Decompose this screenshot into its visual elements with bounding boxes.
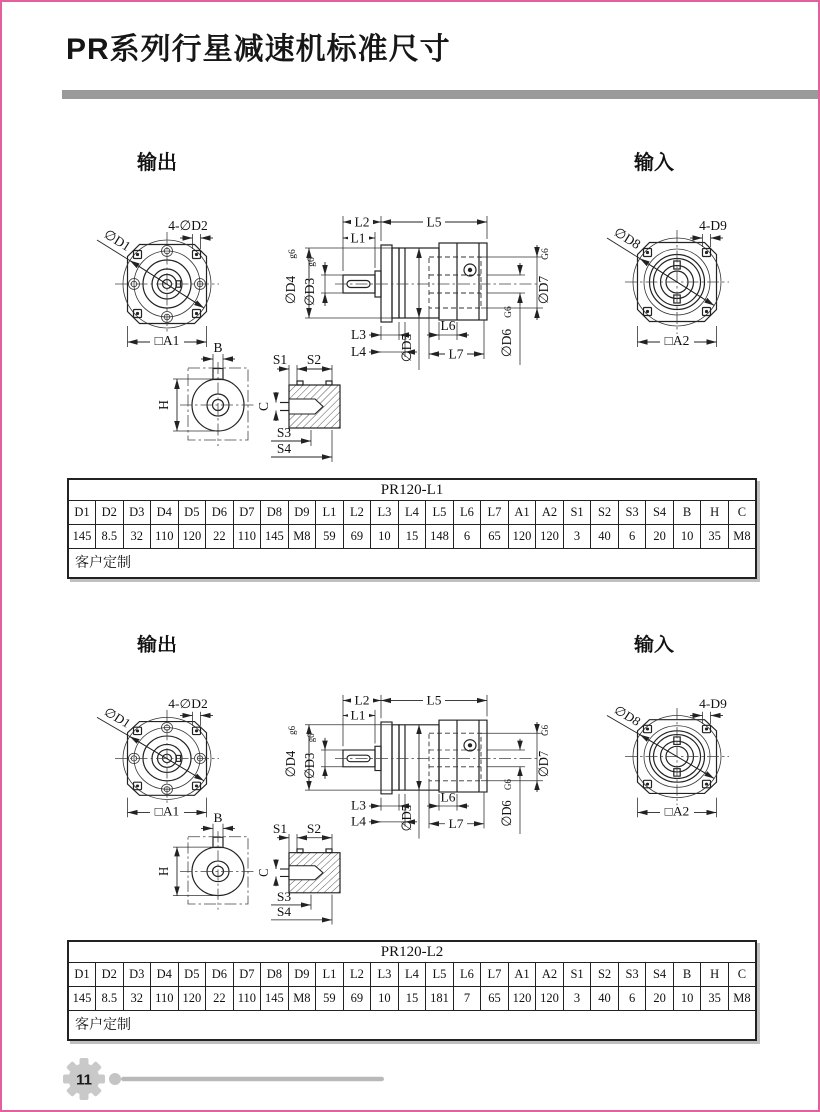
dim-label-d9: 4-D9 <box>699 218 727 233</box>
dim-label-d8: ∅D8 <box>611 702 644 729</box>
dim-label-l4: L4 <box>351 344 366 359</box>
table-cell: 69 <box>343 525 371 549</box>
dim-label-l5: L5 <box>426 693 442 708</box>
table-cell: 120 <box>536 525 564 549</box>
table-cell: S2 <box>591 963 619 987</box>
dim-label-d2: 4-∅D2 <box>168 218 208 233</box>
table-cell: L4 <box>398 501 426 525</box>
table-cell: S2 <box>591 501 619 525</box>
table-cell: A2 <box>536 501 564 525</box>
table-cell: L1 <box>316 963 344 987</box>
keyway-section-detail <box>256 821 340 924</box>
table-cell: 145 <box>68 525 96 549</box>
table-cell: D6 <box>206 963 234 987</box>
table-cell: B <box>673 963 701 987</box>
table-cell: 110 <box>233 525 261 549</box>
table-cell: M8 <box>288 525 316 549</box>
dim-label-h: H <box>156 400 171 410</box>
dim-label-l1: L1 <box>350 230 366 246</box>
table-cell: H <box>701 501 729 525</box>
dim-label-d4-fit: g6 <box>286 725 298 735</box>
table-cell: D6 <box>206 501 234 525</box>
table-cell: D2 <box>96 963 124 987</box>
dim-label-d3: ∅D3 <box>301 752 318 780</box>
table-cell: D7 <box>233 501 261 525</box>
dim-label-s1: S1 <box>272 352 288 367</box>
table-note: 客户定制 <box>68 549 756 579</box>
drawing-slot-2 <box>67 624 757 932</box>
dim-label-s2: S2 <box>306 352 322 367</box>
output-flange-view <box>97 696 219 818</box>
section-pr120-l2 <box>67 624 757 1041</box>
dim-label-d7: ∅D7 <box>535 750 552 778</box>
table-cell: 145 <box>261 525 289 549</box>
dim-label-d6-fit: G6 <box>504 306 514 318</box>
table-cell: D8 <box>261 501 289 525</box>
dim-label-a1: □A1 <box>154 803 180 819</box>
table-cell: S1 <box>563 963 591 987</box>
page-number: 11 <box>76 1071 92 1089</box>
dim-label-d4-fit: g6 <box>288 249 298 259</box>
output-flange-view <box>97 218 219 348</box>
dim-label-b: B <box>213 810 223 825</box>
dim-label-l3: L3 <box>351 327 366 342</box>
table-cell: 8.5 <box>96 987 124 1011</box>
shaft-section-detail <box>156 340 256 446</box>
dim-label-l1: L1 <box>350 708 366 723</box>
input-flange-view <box>607 218 729 348</box>
dim-label-s1: S1 <box>272 821 288 836</box>
table-cell: B <box>673 501 701 525</box>
table-cell: 40 <box>591 525 619 549</box>
table-cell: 10 <box>371 525 399 549</box>
dim-label-c: C <box>255 868 272 877</box>
table-cell: D5 <box>178 963 206 987</box>
table-title: PR120-L2 <box>68 941 756 963</box>
table-cell: D5 <box>178 501 206 525</box>
page-footer <box>58 1054 398 1109</box>
title-underline-bar <box>62 90 818 99</box>
table-cell: 148 <box>426 525 454 549</box>
dim-label-d5: ∅D5 <box>399 333 414 363</box>
table-cell: 59 <box>316 525 344 549</box>
dim-label-d4: ∅D4 <box>283 275 298 305</box>
table-cell: 120 <box>508 987 536 1011</box>
dim-label-d1: ∅D1 <box>101 704 134 731</box>
table-cell: 22 <box>206 987 234 1011</box>
dim-label-l5: L5 <box>426 214 442 230</box>
dim-label-d3-fit: g6 <box>305 733 317 743</box>
output-side-label: 输出 <box>137 634 177 656</box>
dim-label-l7: L7 <box>448 816 464 831</box>
page-number-marker <box>58 1054 398 1104</box>
section-pr120-l1 <box>67 140 757 579</box>
table-cell: C <box>728 963 756 987</box>
table-header-row <box>68 963 756 987</box>
dim-label-l6: L6 <box>440 789 456 805</box>
table-cell: 120 <box>536 987 564 1011</box>
table-cell: L2 <box>343 963 371 987</box>
table-cell: 69 <box>343 987 371 1011</box>
drawing-slot-1 <box>67 140 757 470</box>
shaft-section-detail <box>156 810 256 909</box>
table-cell: 110 <box>151 987 179 1011</box>
table-cell: A1 <box>508 963 536 987</box>
table-title: PR120-L1 <box>68 479 756 501</box>
dim-label-d8: ∅D8 <box>611 224 644 253</box>
table-cell: S3 <box>618 963 646 987</box>
table-cell: 181 <box>426 987 454 1011</box>
table-cell: 145 <box>261 987 289 1011</box>
table-cell: L1 <box>316 501 344 525</box>
table-cell: 40 <box>591 987 619 1011</box>
table-cell: 32 <box>123 525 151 549</box>
input-flange-view <box>607 696 729 818</box>
table-cell: 110 <box>233 987 261 1011</box>
table-cell: 6 <box>453 525 481 549</box>
table-cell: H <box>701 963 729 987</box>
table-cell: M8 <box>728 525 756 549</box>
table-cell: 22 <box>206 525 234 549</box>
table-cell: L4 <box>398 963 426 987</box>
table-cell: A2 <box>536 963 564 987</box>
output-side-label: 输出 <box>137 152 177 174</box>
table-cell: 6 <box>618 525 646 549</box>
keyway-section-detail <box>256 352 340 462</box>
dim-label-d4: ∅D4 <box>282 750 299 778</box>
table-cell: 65 <box>481 525 509 549</box>
dim-label-d7: ∅D7 <box>536 275 551 305</box>
table-cell: L5 <box>426 963 454 987</box>
table-cell: 120 <box>178 525 206 549</box>
dim-label-l2: L2 <box>354 214 370 230</box>
table-cell: S4 <box>646 963 674 987</box>
table-cell: D3 <box>123 963 151 987</box>
table-cell: S1 <box>563 501 591 525</box>
dim-label-h: H <box>155 866 172 876</box>
gearbox-side-view <box>283 693 552 839</box>
dimension-table-2 <box>67 940 757 1041</box>
dim-label-l2: L2 <box>354 693 370 708</box>
table-cell: 8.5 <box>96 525 124 549</box>
table-cell: L2 <box>343 501 371 525</box>
page-title: PR系列行星减速机标准尺寸 <box>66 33 451 66</box>
table-cell: D8 <box>261 963 289 987</box>
table-cell: 3 <box>563 525 591 549</box>
dim-label-l7: L7 <box>448 346 464 362</box>
table-cell: D9 <box>288 501 316 525</box>
dim-label-d6: ∅D6 <box>498 800 515 827</box>
table-cell: 15 <box>398 987 426 1011</box>
table-cell: 10 <box>673 987 701 1011</box>
table-cell: 35 <box>701 987 729 1011</box>
table-cell: 15 <box>398 525 426 549</box>
dim-label-c: C <box>256 401 271 412</box>
gearbox-side-view <box>283 215 551 371</box>
dim-label-d6-fit: G6 <box>502 779 514 790</box>
table-cell: A1 <box>508 501 536 525</box>
table-cell: L5 <box>426 501 454 525</box>
table-cell: 10 <box>673 525 701 549</box>
table-cell: L3 <box>371 501 399 525</box>
table-note: 客户定制 <box>68 1011 756 1041</box>
dim-label-s3: S3 <box>276 425 292 440</box>
dim-label-l6: L6 <box>440 318 456 333</box>
dim-label-b: B <box>213 340 223 355</box>
table-cell: 32 <box>123 987 151 1011</box>
table-cell: 145 <box>68 987 96 1011</box>
dim-label-d2: 4-∅D2 <box>168 696 208 711</box>
table-cell: 6 <box>618 987 646 1011</box>
table-value-row <box>68 525 756 549</box>
table-cell: L7 <box>481 963 509 987</box>
table-cell: 20 <box>646 525 674 549</box>
table-cell: M8 <box>288 987 316 1011</box>
table-cell: 7 <box>453 987 481 1011</box>
table-cell: S3 <box>618 501 646 525</box>
table-cell: L6 <box>453 501 481 525</box>
dim-label-d3-fit: g6 <box>307 257 317 267</box>
table-cell: D1 <box>68 963 96 987</box>
table-cell: 10 <box>371 987 399 1011</box>
table-cell: 65 <box>481 987 509 1011</box>
footer-line <box>121 1077 384 1081</box>
table-cell: D1 <box>68 501 96 525</box>
table-header-row <box>68 501 756 525</box>
table-cell: L7 <box>481 501 509 525</box>
dim-label-d3: ∅D3 <box>302 277 317 307</box>
dim-label-a2: □A2 <box>664 333 690 348</box>
technical-drawing <box>67 140 757 470</box>
dim-label-s4: S4 <box>276 904 292 920</box>
table-cell: 59 <box>316 987 344 1011</box>
technical-drawing <box>67 624 757 932</box>
table-cell: M8 <box>728 987 756 1011</box>
dim-label-d9: 4-D9 <box>699 696 727 711</box>
input-side-label: 输入 <box>634 152 674 174</box>
table-cell: C <box>728 501 756 525</box>
dim-label-s4: S4 <box>276 441 292 456</box>
dim-label-s2: S2 <box>306 821 322 836</box>
dim-label-s3: S3 <box>276 889 292 905</box>
dim-label-d1: ∅D1 <box>101 226 134 255</box>
input-side-label: 输入 <box>634 634 674 656</box>
table-cell: 120 <box>508 525 536 549</box>
dim-label-d7-fit: G6 <box>539 724 551 736</box>
table-cell: D4 <box>151 501 179 525</box>
screw-icon <box>468 743 472 747</box>
dim-label-l3: L3 <box>351 798 367 813</box>
table-cell: D7 <box>233 963 261 987</box>
footer-line-dot <box>109 1073 121 1085</box>
table-cell: D9 <box>288 963 316 987</box>
table-cell: 20 <box>646 987 674 1011</box>
screw-icon <box>468 268 472 272</box>
dimension-table-1 <box>67 478 757 579</box>
dim-label-a1: □A1 <box>154 333 180 348</box>
dim-label-d5: ∅D5 <box>398 804 415 832</box>
table-cell: L6 <box>453 963 481 987</box>
dim-label-d7-fit: G6 <box>541 248 551 260</box>
table-cell: S4 <box>646 501 674 525</box>
dim-label-l4: L4 <box>351 814 367 829</box>
table-value-row <box>68 987 756 1011</box>
table-cell: L3 <box>371 963 399 987</box>
table-cell: D3 <box>123 501 151 525</box>
table-cell: 3 <box>563 987 591 1011</box>
table-cell: 120 <box>178 987 206 1011</box>
table-cell: 35 <box>701 525 729 549</box>
table-cell: D2 <box>96 501 124 525</box>
dim-label-d6: ∅D6 <box>499 328 514 358</box>
table-cell: D4 <box>151 963 179 987</box>
table-cell: 110 <box>151 525 179 549</box>
dim-label-a2: □A2 <box>664 803 690 819</box>
